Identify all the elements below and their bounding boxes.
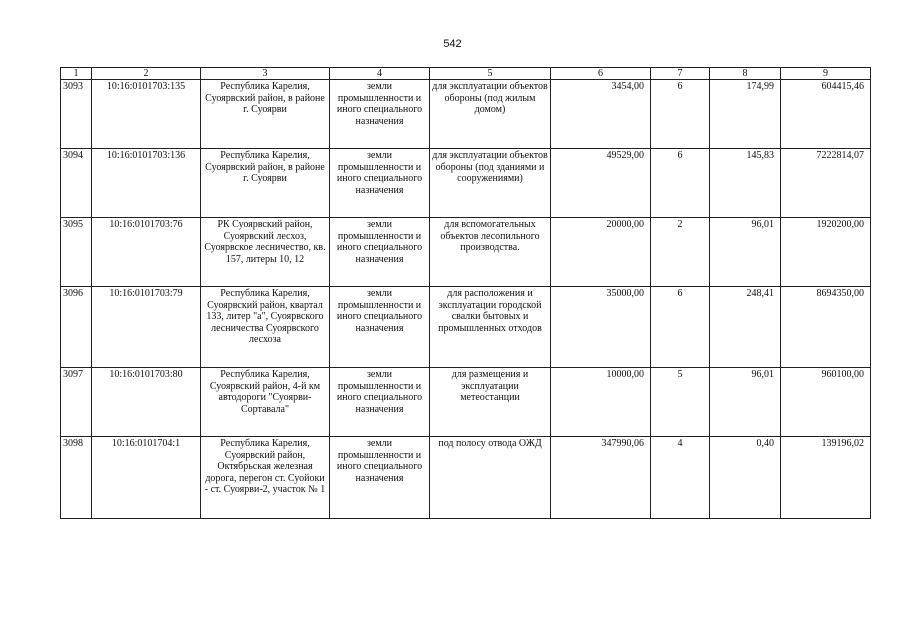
area: 49529,00 bbox=[551, 149, 651, 218]
group-number: 6 bbox=[651, 287, 710, 368]
location: Республика Карелия, Суоярвский район, 4-й км автодороги "Суоярви-Сортавала" bbox=[201, 368, 330, 437]
cadastral-number: 10:16:0101703:80 bbox=[92, 368, 201, 437]
rate: 96,01 bbox=[710, 218, 781, 287]
cadastral-value: 1920200,00 bbox=[781, 218, 871, 287]
rate: 145,83 bbox=[710, 149, 781, 218]
cadastral-number: 10:16:0101704:1 bbox=[92, 437, 201, 519]
column-header: 1 bbox=[61, 68, 92, 80]
table-row bbox=[61, 437, 871, 519]
area: 3454,00 bbox=[551, 80, 651, 149]
table-row bbox=[61, 80, 871, 149]
row-number: 3093 bbox=[61, 80, 92, 149]
column-header: 2 bbox=[92, 68, 201, 80]
rate: 174,99 bbox=[710, 80, 781, 149]
table-header-row bbox=[61, 68, 871, 80]
permitted-use: для вспомогательных объектов лесопильного производства. bbox=[430, 218, 551, 287]
permitted-use: для размещения и эксплуатации метеостанции bbox=[430, 368, 551, 437]
group-number: 2 bbox=[651, 218, 710, 287]
land-category: земли промышленности и иного специального назначения bbox=[330, 437, 430, 519]
cadastral-number: 10:16:0101703:76 bbox=[92, 218, 201, 287]
cadastral-value: 7222814,07 bbox=[781, 149, 871, 218]
rate: 248,41 bbox=[710, 287, 781, 368]
cadastral-number: 10:16:0101703:136 bbox=[92, 149, 201, 218]
location: Республика Карелия, Суоярвский район, в районе г. Суоярви bbox=[201, 80, 330, 149]
land-category: земли промышленности и иного специального назначения bbox=[330, 149, 430, 218]
row-number: 3097 bbox=[61, 368, 92, 437]
column-header: 6 bbox=[551, 68, 651, 80]
cadastral-value: 8694350,00 bbox=[781, 287, 871, 368]
permitted-use: для расположения и эксплуатации городской свалки бытовых и промышленных отходов bbox=[430, 287, 551, 368]
location: Республика Карелия, Суоярвский район, Октябрьская железная дорога, перегон ст. Суойоки - ст. Суоярви-2, участок № 1 bbox=[201, 437, 330, 519]
location: РК Суоярвский район, Суоярвский лесхоз, Суоярвское лесничество, кв. 157, литеры 10, 12 bbox=[201, 218, 330, 287]
rate: 0,40 bbox=[710, 437, 781, 519]
area: 35000,00 bbox=[551, 287, 651, 368]
rate: 96,01 bbox=[710, 368, 781, 437]
group-number: 5 bbox=[651, 368, 710, 437]
row-number: 3096 bbox=[61, 287, 92, 368]
table-row bbox=[61, 287, 871, 368]
permitted-use: для эксплуатации объектов обороны (под жилым домом) bbox=[430, 80, 551, 149]
cadastral-number: 10:16:0101703:135 bbox=[92, 80, 201, 149]
group-number: 4 bbox=[651, 437, 710, 519]
column-header: 3 bbox=[201, 68, 330, 80]
location: Республика Карелия, Суоярвский район, квартал 133, литер "а", Суоярвского лесничества Суоярвского лесхоза bbox=[201, 287, 330, 368]
group-number: 6 bbox=[651, 149, 710, 218]
column-header: 9 bbox=[781, 68, 871, 80]
land-category: земли промышленности и иного специального назначения bbox=[330, 80, 430, 149]
row-number: 3094 bbox=[61, 149, 92, 218]
permitted-use: для эксплуатации объектов обороны (под зданиями и сооружениями) bbox=[430, 149, 551, 218]
page-number: 542 bbox=[443, 38, 462, 50]
column-header: 5 bbox=[430, 68, 551, 80]
area: 20000,00 bbox=[551, 218, 651, 287]
column-header: 7 bbox=[651, 68, 710, 80]
table-row bbox=[61, 368, 871, 437]
land-category: земли промышленности и иного специального назначения bbox=[330, 218, 430, 287]
column-header: 8 bbox=[710, 68, 781, 80]
land-category: земли промышленности и иного специального назначения bbox=[330, 287, 430, 368]
table-row bbox=[61, 218, 871, 287]
column-header: 4 bbox=[330, 68, 430, 80]
location: Республика Карелия, Суоярвский район, в районе г. Суоярви bbox=[201, 149, 330, 218]
area: 10000,00 bbox=[551, 368, 651, 437]
group-number: 6 bbox=[651, 80, 710, 149]
land-category: земли промышленности и иного специального назначения bbox=[330, 368, 430, 437]
row-number: 3098 bbox=[61, 437, 92, 519]
land-plots-table bbox=[60, 67, 871, 519]
cadastral-value: 139196,02 bbox=[781, 437, 871, 519]
permitted-use: под полосу отвода ОЖД bbox=[430, 437, 551, 519]
cadastral-value: 960100,00 bbox=[781, 368, 871, 437]
table-row bbox=[61, 149, 871, 218]
area: 347990,06 bbox=[551, 437, 651, 519]
cadastral-value: 604415,46 bbox=[781, 80, 871, 149]
row-number: 3095 bbox=[61, 218, 92, 287]
cadastral-number: 10:16:0101703:79 bbox=[92, 287, 201, 368]
